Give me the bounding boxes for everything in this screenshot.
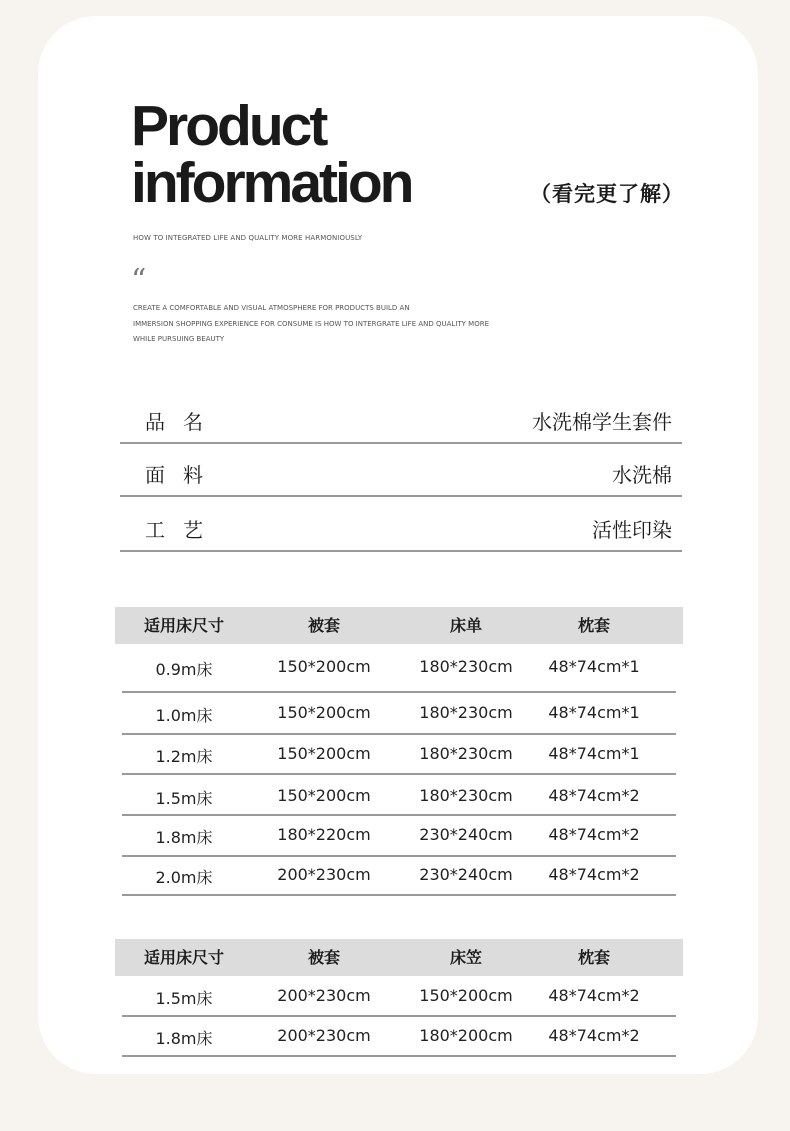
spec-row-craft xyxy=(120,506,682,552)
size-table-fitted xyxy=(115,939,683,1057)
table-cell: 48*74cm*1 xyxy=(548,657,640,676)
table-cell: 1.8m床 xyxy=(155,1029,213,1048)
table-cell: 180*230cm xyxy=(419,703,513,722)
table-cell: 150*200cm xyxy=(419,986,513,1005)
header-cell: 被套 xyxy=(307,616,341,635)
table-cell: 2.0m床 xyxy=(155,868,213,887)
table-cell: 48*74cm*2 xyxy=(548,986,640,1005)
spec-row-name xyxy=(120,398,682,444)
spec-value: 水洗棉学生套件 xyxy=(532,410,672,434)
spec-key: 面料 xyxy=(145,463,221,487)
table-row xyxy=(122,735,676,775)
table-cell: 1.5m床 xyxy=(155,989,213,1008)
table-cell: 230*240cm xyxy=(419,825,513,844)
table-cell: 200*230cm xyxy=(277,986,371,1005)
description-line: IMMERSION SHOPPING EXPERIENCE FOR CONSUME IS HOW TO INTERGRATE LIFE AND QUALITY MORE xyxy=(133,319,489,328)
table-row xyxy=(122,644,676,693)
header-cell: 床笠 xyxy=(449,948,483,967)
tagline: HOW TO INTEGRATED LIFE AND QUALITY MORE HARMONIOUSLY xyxy=(133,234,363,242)
table-cell: 200*230cm xyxy=(277,1026,371,1045)
table-cell: 48*74cm*2 xyxy=(548,1026,640,1045)
spec-value: 活性印染 xyxy=(592,518,672,542)
table-cell: 150*200cm xyxy=(277,744,371,763)
table-cell: 1.5m床 xyxy=(155,789,213,808)
table-cell: 200*230cm xyxy=(277,865,371,884)
table-cell: 180*230cm xyxy=(419,744,513,763)
table-row xyxy=(122,976,676,1017)
table-cell: 150*200cm xyxy=(277,703,371,722)
header-cell: 枕套 xyxy=(577,616,611,635)
table-cell: 48*74cm*1 xyxy=(548,744,640,763)
table-cell: 48*74cm*2 xyxy=(548,825,640,844)
table-cell: 1.2m床 xyxy=(155,747,213,766)
table-cell: 48*74cm*1 xyxy=(548,703,640,722)
table-row xyxy=(122,1017,676,1057)
header-cell: 适用床尺寸 xyxy=(143,616,225,635)
spec-key: 工艺 xyxy=(145,518,221,542)
table-row xyxy=(122,816,676,857)
header-cell: 床单 xyxy=(449,616,483,635)
table-cell: 0.9m床 xyxy=(155,660,213,679)
table-row xyxy=(122,857,676,896)
table-header xyxy=(115,939,683,976)
size-table-sheet xyxy=(115,607,683,896)
header-cell: 适用床尺寸 xyxy=(143,948,225,967)
description-line: CREATE A COMFORTABLE AND VISUAL ATMOSPHERE FOR PRODUCTS BUILD AN xyxy=(133,304,410,312)
table-cell: 230*240cm xyxy=(419,865,513,884)
table-cell: 1.8m床 xyxy=(155,828,213,847)
spec-row-fabric xyxy=(120,451,682,497)
table-cell: 48*74cm*2 xyxy=(548,865,640,884)
spec-key: 品名 xyxy=(145,410,221,434)
table-cell: 180*230cm xyxy=(419,657,513,676)
description xyxy=(133,301,533,348)
table-cell: 180*230cm xyxy=(419,786,513,805)
table-cell: 1.0m床 xyxy=(155,706,213,725)
spec-value: 水洗棉 xyxy=(612,463,672,487)
title-line-2: information xyxy=(131,151,412,215)
header-cell: 枕套 xyxy=(577,948,611,967)
table-row xyxy=(122,775,676,816)
header-cell: 被套 xyxy=(307,948,341,967)
description-line: WHILE PURSUING BEAUTY xyxy=(133,335,225,343)
title-line-1: Product xyxy=(131,94,326,158)
table-cell: 48*74cm*2 xyxy=(548,786,640,805)
table-cell: 180*200cm xyxy=(419,1026,513,1045)
table-header xyxy=(115,607,683,644)
table-cell: 180*220cm xyxy=(277,825,371,844)
page-title xyxy=(131,94,412,215)
table-cell: 150*200cm xyxy=(277,786,371,805)
quote-mark-icon: “ xyxy=(131,263,147,298)
subtitle-cn: （看完更了解） xyxy=(530,182,684,206)
table-row xyxy=(122,693,676,735)
table-cell: 150*200cm xyxy=(277,657,371,676)
